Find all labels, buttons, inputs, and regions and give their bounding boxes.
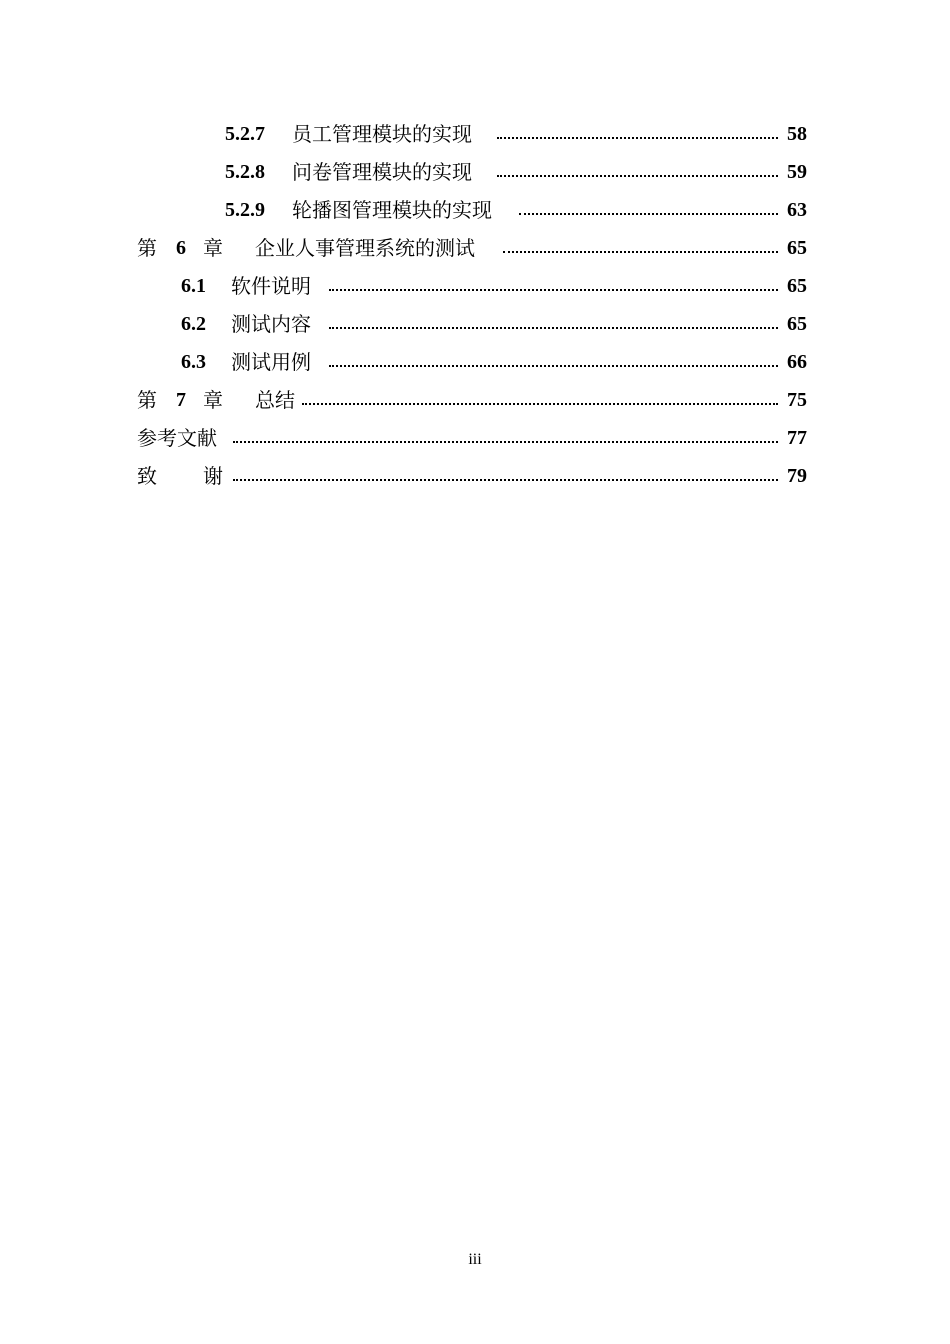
toc-dot-leader — [329, 289, 778, 291]
toc-entry-title: 测试用例 — [231, 350, 311, 374]
toc-entry-5-2-7[interactable] — [0, 115, 950, 153]
ack-char-1: 致 — [137, 464, 157, 488]
toc-dot-leader — [233, 441, 778, 443]
toc-entry-number: 6.3 — [181, 351, 206, 373]
toc-entry-number: 5.2.8 — [225, 161, 265, 183]
toc-entry-page: 65 — [787, 275, 807, 297]
toc-dot-leader — [329, 365, 778, 367]
toc-entry-page: 79 — [787, 465, 807, 487]
toc-entry-acknowledgements[interactable] — [0, 457, 950, 495]
table-of-contents — [0, 115, 950, 495]
chapter-suffix: 章 — [203, 388, 223, 412]
toc-entry-chapter-6[interactable] — [0, 229, 950, 267]
toc-dot-leader — [519, 213, 778, 215]
toc-entry-6-3[interactable] — [0, 343, 950, 381]
chapter-number: 7 — [176, 389, 186, 411]
toc-entry-page: 65 — [787, 237, 807, 259]
chapter-number: 6 — [176, 237, 186, 259]
toc-entry-page: 63 — [787, 199, 807, 221]
toc-entry-title: 问卷管理模块的实现 — [292, 160, 472, 184]
toc-entry-title: 轮播图管理模块的实现 — [292, 198, 492, 222]
toc-dot-leader — [503, 251, 778, 253]
toc-entry-5-2-8[interactable] — [0, 153, 950, 191]
toc-entry-title: 参考文献 — [137, 426, 217, 450]
toc-dot-leader — [497, 175, 778, 177]
toc-entry-5-2-9[interactable] — [0, 191, 950, 229]
toc-entry-page: 59 — [787, 161, 807, 183]
toc-entry-page: 65 — [787, 313, 807, 335]
toc-entry-title: 总结 — [255, 388, 295, 412]
chapter-prefix: 第 — [137, 236, 157, 260]
toc-entry-6-1[interactable] — [0, 267, 950, 305]
toc-entry-number: 5.2.9 — [225, 199, 265, 221]
toc-dot-leader — [329, 327, 778, 329]
toc-entry-page: 77 — [787, 427, 807, 449]
chapter-prefix: 第 — [137, 388, 157, 412]
toc-entry-title: 企业人事管理系统的测试 — [255, 236, 475, 260]
toc-entry-page: 66 — [787, 351, 807, 373]
toc-dot-leader — [497, 137, 778, 139]
toc-dot-leader — [233, 479, 778, 481]
toc-entry-title: 软件说明 — [231, 274, 311, 298]
chapter-suffix: 章 — [203, 236, 223, 260]
toc-entry-page: 58 — [787, 123, 807, 145]
toc-entry-page: 75 — [787, 389, 807, 411]
page-number: iii — [468, 1251, 482, 1268]
toc-entry-references[interactable] — [0, 419, 950, 457]
toc-entry-number: 6.2 — [181, 313, 206, 335]
toc-entry-chapter-7[interactable] — [0, 381, 950, 419]
toc-entry-number: 5.2.7 — [225, 123, 265, 145]
toc-dot-leader — [302, 403, 778, 405]
toc-entry-title: 测试内容 — [231, 312, 311, 336]
ack-char-2: 谢 — [203, 464, 223, 488]
toc-entry-title: 员工管理模块的实现 — [292, 122, 472, 146]
toc-entry-number: 6.1 — [181, 275, 206, 297]
toc-entry-6-2[interactable] — [0, 305, 950, 343]
